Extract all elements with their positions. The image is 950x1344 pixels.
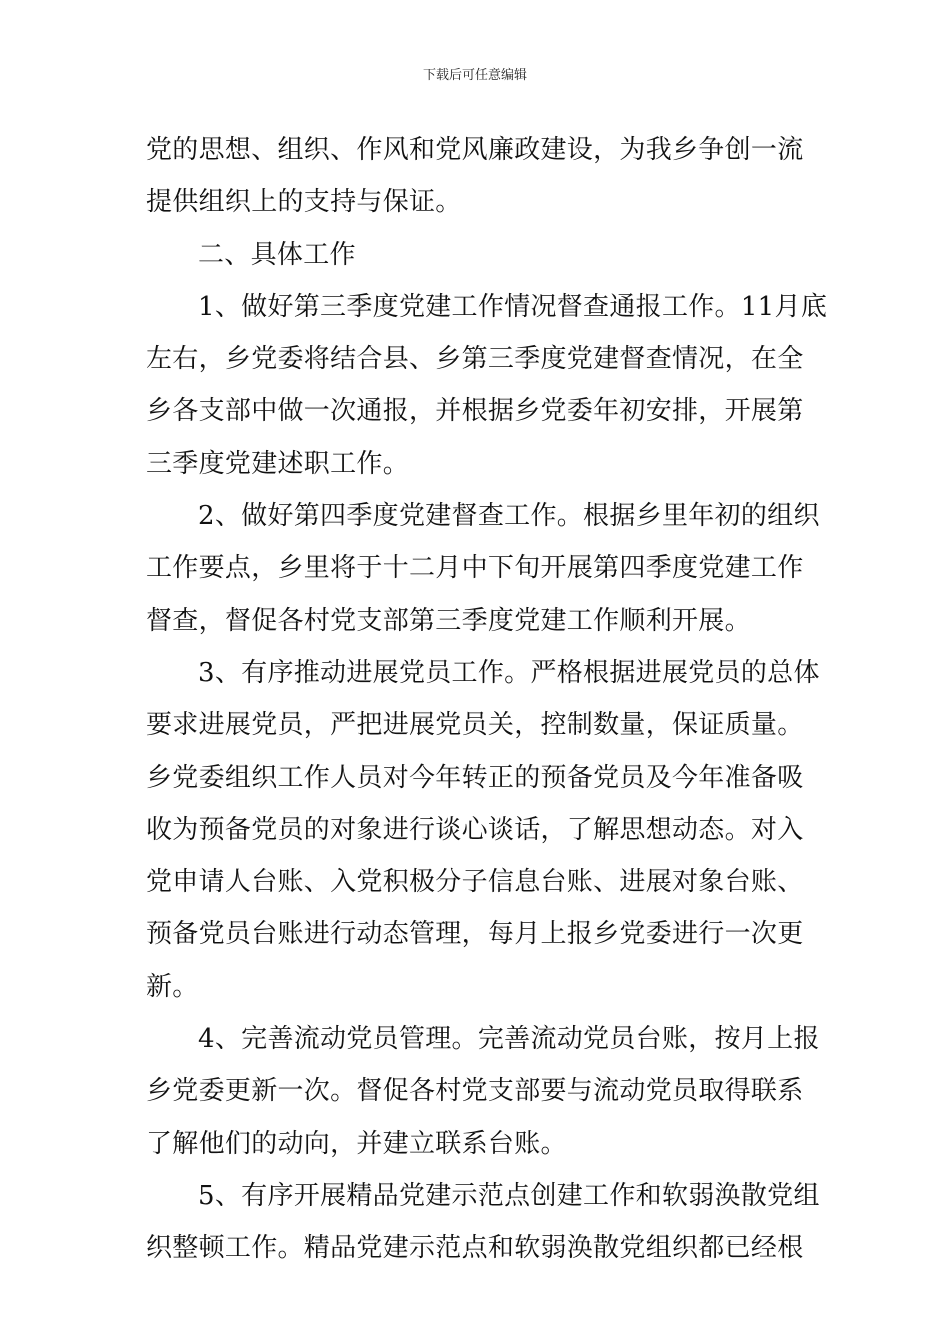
text-line: 乡党委更新一次。督促各村党支部要与流动党员取得联系 (146, 1076, 804, 1107)
header-note: 下载后可任意编辑 (422, 68, 527, 83)
text-line: 要求进展党员，严把进展党员关，控制数量，保证质量。 (146, 710, 804, 741)
text-line: 乡党委组织工作人员对今年转正的预备党员及今年准备吸 (146, 762, 804, 793)
text-line: 了解他们的动向，并建立联系台账。 (146, 1128, 567, 1159)
text-line: 党的思想、组织、作风和党风廉政建设，为我乡争创一流 (146, 135, 804, 165)
text-line: 1、做好第三季度党建工作情况督查通报工作。11月底 (198, 291, 828, 322)
text-line: 收为预备党员的对象进行谈心谈话，了解思想动态。对入 (146, 814, 804, 845)
text-line: 督查，督促各村党支部第三季度党建工作顺利开展。 (146, 605, 751, 636)
text-line: 左右，乡党委将结合县、乡第三季度党建督查情况，在全 (146, 344, 804, 375)
text-line: 织整顿工作。精品党建示范点和软弱涣散党组织都已经根 (146, 1233, 804, 1264)
text-line: 新。 (146, 971, 199, 1002)
text-line: 提供组织上的支持与保证。 (146, 187, 462, 218)
text-line: 三季度党建述职工作。 (146, 448, 410, 479)
text-line: 预备党员台账进行动态管理，每月上报乡党委进行一次更 (146, 919, 804, 950)
text-line: 3、有序推动进展党员工作。严格根据进展党员的总体 (198, 657, 820, 688)
text-line: 工作要点，乡里将于十二月中下旬开展第四季度党建工作 (146, 553, 804, 584)
text-line: 党申请人台账、入党积极分子信息台账、进展对象台账、 (146, 867, 804, 898)
text-line: 二、具体工作 (198, 239, 356, 270)
text-line: 4、完善流动党员管理。完善流动党员台账，按月上报 (198, 1024, 820, 1055)
text-line: 乡各支部中做一次通报，并根据乡党委年初安排，开展第 (146, 396, 804, 427)
document-body (146, 124, 828, 1275)
text-line: 2、做好第四季度党建督查工作。根据乡里年初的组织 (198, 501, 820, 532)
text-line: 5、有序开展精品党建示范点创建工作和软弱涣散党组 (198, 1180, 820, 1211)
